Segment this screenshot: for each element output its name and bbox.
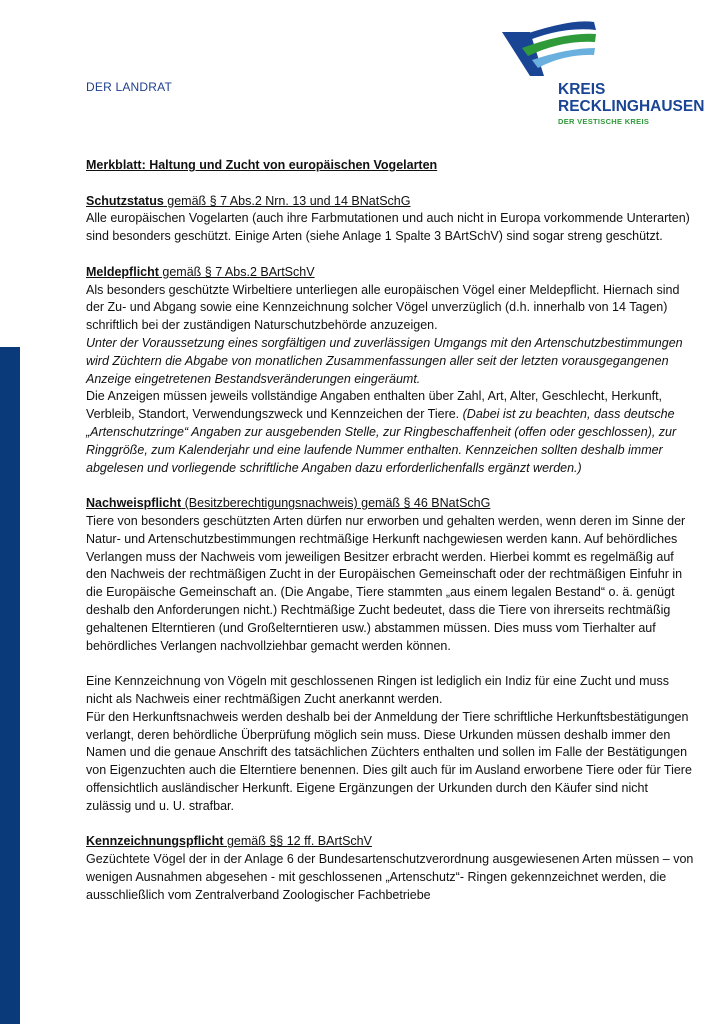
heading-keyword: Meldepflicht [86, 264, 159, 279]
section-nachweispflicht [86, 495, 694, 815]
side-color-bar [0, 347, 20, 1024]
heading-keyword: Nachweispflicht [86, 496, 182, 511]
paragraph-italic-note: (Dabei ist zu beachten, dass deutsche „Artenschutzringe“ Angaben zur ausgebenden Stelle, zur Ringbeschaffenheit (offen oder geschlossen), zur Ringgröße, zum Kalenderjahr und eine laufende Nummer enthalten. Kennzeichen sollten deshalb immer abgelesen und vorliegende schriftliche Angaben dazu erforderlichenfalls ergänzt werden.) [86, 407, 677, 475]
heading-rest: gemäß § 7 Abs.2 Nrn. 13 und 14 BNatSchG [163, 193, 411, 208]
section-heading [86, 495, 694, 513]
logo-line-kreis: KREIS [558, 81, 606, 98]
logo-wordmark [558, 81, 704, 127]
section-kennzeichnungspflicht [86, 833, 694, 904]
logo-tagline: DER VESTISCHE KREIS [558, 117, 650, 126]
paragraph: Alle europäischen Vogelarten (auch ihre Farbmutationen und auch nicht in Europa vorkommende Unterarten) sind besonders geschützt. Einige Arten (siehe Anlage 1 Spalte 3 BArtSchV) sind sogar streng geschützt. [86, 211, 690, 244]
paragraph: Als besonders geschützte Wirbeltiere unterliegen alle europäischen Vögel einer Meldepflicht. Hiernach sind der Zu- und Abgang sowie eine Kennzeichnung solcher Vögel unverzüglich (d.h. innerhalb von 14 Tagen) schriftlich bei der zuständigen Naturschutzbehörde anzuzeigen. [86, 282, 680, 333]
paragraph [86, 388, 694, 477]
logo-wave-icon [500, 18, 700, 88]
heading-rest: gemäß §§ 12 ff. BArtSchV [223, 834, 372, 849]
document-body [86, 157, 694, 922]
paragraph: Für den Herkunftsnachweis werden deshalb bei der Anmeldung der Tiere schriftliche Herkunftsbestätigungen verlangt, deren behördliche Überprüfung möglich sein muss. Diese Urkunden müssen deshalb immer den Namen und die genaue Anschrift des tatsächlichen Züchters enthalten und sollen im Falle der Bestätigungen von Eigenzuchten auch die Elterntiere benennen. Dies gilt auch für im Ausland erworbene Tiere oder für Tiere offensichtlich ausländischer Herkunft. Eigene Ergänzungen der Urkunden durch den Käufer sind nicht zulässig und u. U. strafbar. [86, 709, 692, 813]
heading-rest: gemäß § 7 Abs.2 BArtSchV [158, 264, 315, 279]
section-heading [86, 193, 694, 211]
paragraph: Tiere von besonders geschützten Arten dürfen nur erworben und gehalten werden, wenn deren im Sinne der Natur- und Artenschutzbestimmungen rechtmäßige Herkunft nachgewiesen werden kann. Auf behördliches Verlangen muss der Nachweis vom jeweiligen Besitzer erbracht werden. Hierbei kommt es regelmäßig auf den Nachweis der rechtmäßigen Zucht in der Europäischen Gemeinschaft oder der rechtmäßigen Einfuhr in die Europäische Gemeinschaft an. (Die Angabe, Tiere stammten „aus einem legalen Bestand“ o. ä. genügt deshalb den Anforderungen nicht.) Rechtmäßige Zucht bedeutet, dass die Tiere von ihrerseits rechtmäßig gehaltenen Elterntieren (und Großelterntieren usw.) abstammen müssen. Dies muss vom Tierhalter auf behördliches Verlangen nachvollziehbar gemacht werden können. [86, 513, 686, 653]
kreis-logo [500, 18, 705, 134]
heading-rest: (Besitzberechtigungsnachweis) gemäß § 46 BNatSchG [181, 496, 491, 511]
paragraph-text: Die Anzeigen müssen jeweils vollständige Angaben enthalten über Zahl, Art, Alter, Geschlecht, Herkunft, Verbleib, Standort, Verwendungszweck und Kennzeichen der Tiere. [86, 389, 663, 422]
logo-line-recklinghausen: RECKLINGHAUSEN [558, 98, 705, 115]
header-landrat: DER LANDRAT [86, 80, 172, 94]
section-schutzstatus [86, 193, 694, 246]
section-meldepflicht [86, 264, 694, 478]
heading-keyword: Schutzstatus [86, 193, 164, 208]
heading-keyword: Kennzeichnungspflicht [86, 834, 224, 849]
paragraph: Gezüchtete Vögel der in der Anlage 6 der Bundesartenschutzverordnung ausgewiesenen Arten müssen – von wenigen Ausnahmen abgesehen - mit geschlossenen „Artenschutz“- Ringen gekennzeichnet werden, die ausschließlich vom Zentralverband Zoologischer Fachbetriebe [86, 852, 694, 902]
section-heading [86, 264, 694, 282]
document-title: Merkblatt: Haltung und Zucht von europäischen Vogelarten [86, 158, 438, 172]
paragraph-italic: Unter der Voraussetzung eines sorgfältigen und zuverlässigen Umgangs mit den Artenschutzbestimmungen wird Züchtern die Abgabe von monatlichen Zusammenfassungen aller seit der letzten vorausgegangenen Anzeige eingetretenen Bestandsveränderungen eingeräumt. [86, 335, 683, 386]
paragraph: Eine Kennzeichnung von Vögeln mit geschlossenen Ringen ist lediglich ein Indiz für eine Zucht und muss nicht als Nachweis einer rechtmäßigen Zucht anerkannt werden. [86, 674, 669, 706]
section-heading [86, 833, 694, 851]
